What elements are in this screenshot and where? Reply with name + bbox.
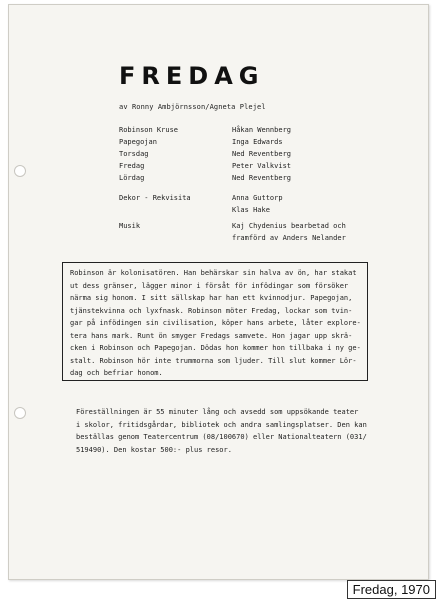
credit-dekor: [119, 194, 419, 218]
cast-role: Robinson Kruse: [119, 126, 179, 134]
credit-name: Anna Guttorp: [232, 194, 283, 202]
cast-actor: Ned Reventberg: [232, 150, 292, 158]
document-byline: av Ronny Ambjörnsson/Agneta Plejel: [119, 103, 266, 111]
credit-musik: [119, 222, 419, 246]
credit-label: Dekor - Rekvisita: [119, 194, 191, 202]
cast-list: [119, 126, 399, 186]
credit-label: Musik: [119, 222, 141, 230]
cast-actor: Ned Reventberg: [232, 174, 292, 182]
document-title: FREDAG: [119, 62, 265, 90]
cast-actor: Håkan Wennberg: [232, 126, 292, 134]
cast-role: Lördag: [119, 174, 145, 182]
cast-row: [119, 138, 399, 150]
punch-hole-icon: [14, 165, 26, 177]
cast-row: [119, 126, 399, 138]
synopsis-text: Robinson är kolonisatören. Han behärskar sin halva av ön, har stakat ut dess gränser, lägger minor i försåt för infödingar som försöker närma sig honom. I sitt sällskap har han ett kvinnodjur. Papegojan, tjänstekvinna och lyxfnask. Robinson möter Fredag, lockar som tvin- gar på infödingen sin civilisation, köper hans arbete, låter explore- tera hans mark. Runt ön smyger Fredags samvete. Hon jagar upp skrä- cken i Robinson och Papegojan. Dödas hon kommer hon tillbaka i ny ge- stalt. Robinson hör inte trummorna som ljuder. Till slut kommer Lör- dag och befriar honom.: [70, 269, 361, 377]
cast-row: [119, 174, 399, 186]
cast-role: Fredag: [119, 162, 145, 170]
credit-name: Kaj Chydenius bearbetad och: [232, 222, 346, 230]
credit-name: Klas Hake: [232, 206, 270, 214]
cast-role: Torsdag: [119, 150, 149, 158]
cast-row: [119, 150, 399, 162]
credits-list: [119, 194, 419, 250]
cast-actor: Peter Valkvist: [232, 162, 292, 170]
punch-hole-icon: [14, 407, 26, 419]
cast-row: [119, 162, 399, 174]
credit-name: framförd av Anders Nelander: [232, 234, 346, 242]
performance-info: Föreställningen är 55 minuter lång och avsedd som uppsökande teater i skolor, fritidsgårdar, bibliotek och andra samlingsplatser. Den kan beställas genom Teatercentrum (08/100670) eller Nationalteatern (031/ 519490). Den kostar 500:- plus resor.: [76, 408, 367, 454]
image-caption: Fredag, 1970: [347, 580, 436, 599]
cast-actor: Inga Edwards: [232, 138, 283, 146]
synopsis-box: [62, 262, 368, 381]
cast-role: Papegojan: [119, 138, 157, 146]
